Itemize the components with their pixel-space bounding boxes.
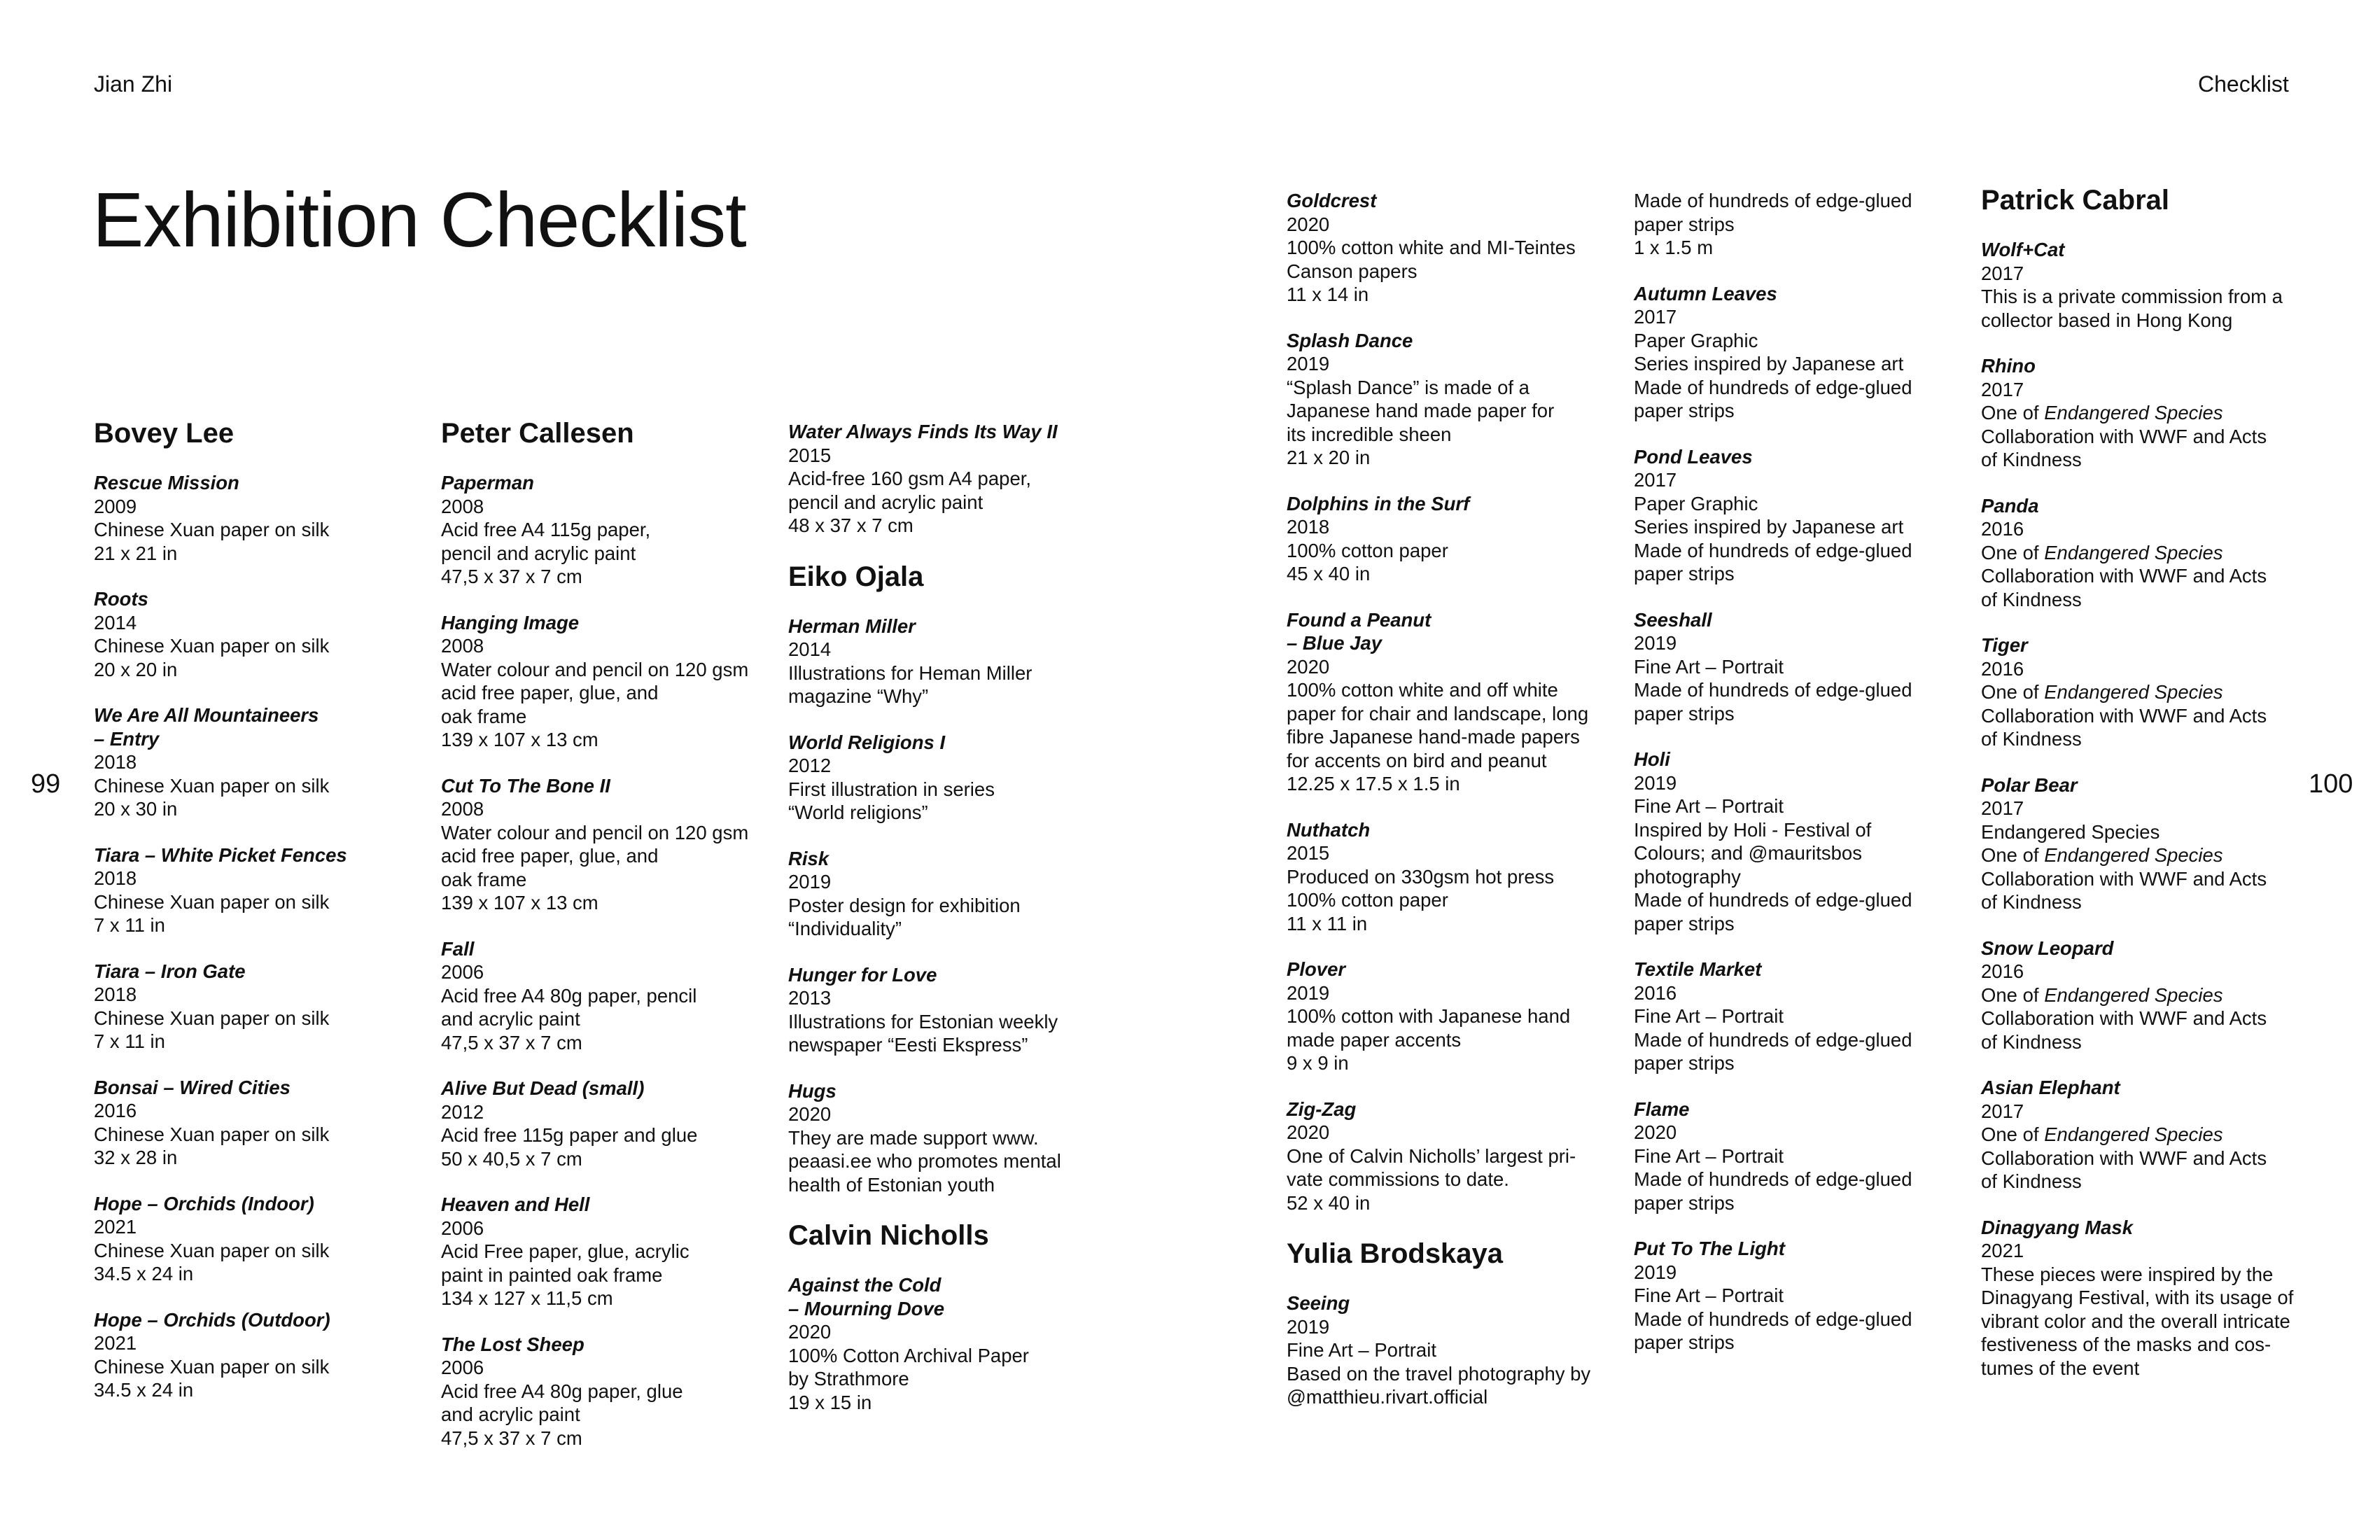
artwork-entry [1981, 937, 2324, 1054]
artwork-entry [1287, 958, 1630, 1075]
artwork-entry [441, 774, 784, 915]
artwork-detail: “World religions” [788, 802, 928, 823]
artwork-detail: 12.25 x 17.5 x 1.5 in [1287, 773, 1460, 794]
artwork-detail: “Splash Dance” is made of a [1287, 376, 1530, 398]
artwork-detail: One of Endangered Species [1981, 541, 2223, 564]
artwork-detail: 139 x 107 x 13 cm [441, 892, 598, 913]
artwork-detail: Collaboration with WWF and Acts [1981, 1147, 2267, 1169]
artwork-year: 2017 [1981, 378, 2024, 400]
artwork-detail: and acrylic paint [441, 1404, 580, 1425]
artwork-title: Textile Market [1634, 958, 1762, 980]
artwork-detail: vibrant color and the overall intricate [1981, 1310, 2290, 1332]
artwork-entry [1634, 748, 1977, 935]
artwork-detail: 100% cotton paper [1287, 539, 1448, 561]
artwork-detail: festiveness of the masks and cos- [1981, 1334, 2272, 1355]
artwork-title: Fall [441, 937, 475, 960]
artwork-entry [788, 615, 1131, 708]
artwork-detail: Chinese Xuan paper on silk [94, 774, 330, 797]
artwork-detail: @matthieu.rivart.official [1287, 1386, 1488, 1408]
checklist-column-3 [788, 420, 1131, 1436]
artwork-detail: of Kindness [1981, 1170, 2082, 1192]
artwork-detail: made paper accents [1287, 1028, 1462, 1051]
artwork-entry [94, 704, 437, 821]
artwork-detail: Series inspired by Japanese art [1634, 353, 1904, 374]
artwork-title: Tiara – White Picket Fences [94, 844, 347, 866]
artwork-detail: Paper Graphic [1634, 492, 1758, 514]
artwork-year: 2008 [441, 495, 484, 517]
artwork-year: 2013 [788, 987, 832, 1009]
artwork-detail: Colours; and @mauritsbos [1634, 842, 1862, 864]
artwork-entry [1634, 445, 1977, 586]
artwork-year: 2012 [441, 1100, 484, 1123]
artwork-detail: Illustrations for Heman Miller [788, 662, 1032, 684]
artwork-entry [1634, 958, 1977, 1075]
artwork-year: 2017 [1981, 797, 2024, 819]
artwork-detail: paper strips [1634, 912, 1735, 934]
running-header-left: Jian Zhi [94, 71, 173, 97]
artist-heading-bovey-lee: Bovey Lee [94, 418, 234, 449]
artwork-year: 2014 [94, 611, 137, 634]
artwork-detail: Chinese Xuan paper on silk [94, 1355, 330, 1378]
artwork-detail: 21 x 21 in [94, 542, 178, 564]
artwork-detail: its incredible sheen [1287, 423, 1452, 445]
artwork-detail: 11 x 14 in [1287, 284, 1369, 305]
artwork-year: 2006 [441, 1357, 484, 1378]
artwork-detail: Fine Art – Portrait [1634, 655, 1784, 678]
artist-heading-patrick-cabral: Patrick Cabral [1981, 185, 2170, 216]
artwork-detail: Paper Graphic [1634, 329, 1758, 351]
artwork-entry [94, 1308, 437, 1402]
artwork-detail: pencil and acrylic paint [788, 491, 983, 513]
artwork-year: 2019 [1287, 981, 1330, 1004]
artwork-detail: One of Endangered Species [1981, 681, 2223, 703]
artwork-detail: peaasi.ee who promotes mental [788, 1150, 1061, 1172]
artwork-year: 2020 [1634, 1121, 1677, 1143]
artwork-detail: 100% cotton white and off white [1287, 679, 1558, 701]
artwork-year: 2021 [1981, 1240, 2024, 1261]
artwork-title: Heaven and Hell [441, 1194, 590, 1215]
artwork-detail: Collaboration with WWF and Acts [1981, 867, 2267, 890]
artwork-detail: This is a private commission from a [1981, 286, 2283, 307]
artwork-title: Hope – Orchids (Indoor) [94, 1192, 314, 1214]
artwork-title: Panda [1981, 494, 2039, 517]
artwork-year: 2016 [94, 1100, 137, 1121]
artwork-entry [1287, 1098, 1630, 1215]
artwork-entry [1981, 1076, 2324, 1194]
artwork-year: 2006 [441, 1217, 484, 1239]
running-header-right: Checklist [2198, 71, 2289, 97]
artist-heading-peter-callesen: Peter Callesen [441, 418, 634, 449]
artwork-detail: Water colour and pencil on 120 gsm [441, 821, 749, 844]
checklist-column-5 [1634, 189, 1977, 1377]
checklist-column-4 [1287, 189, 1630, 1432]
artwork-title: Nuthatch [1287, 818, 1371, 841]
artwork-detail: oak frame [441, 868, 527, 890]
artwork-detail: Based on the travel photography by [1287, 1362, 1591, 1385]
artwork-detail: 19 x 15 in [788, 1391, 872, 1413]
artwork-year: 2019 [1634, 771, 1677, 794]
artwork-detail: paper strips [1634, 1331, 1735, 1353]
artwork-detail: 20 x 20 in [94, 658, 178, 680]
artwork-year: 2018 [94, 751, 137, 773]
artwork-detail: Made of hundreds of edge-glued [1634, 1308, 1912, 1330]
artwork-detail: Acid free A4 115g paper, [441, 519, 651, 540]
artwork-detail: Fine Art – Portrait [1634, 1284, 1784, 1306]
artwork-detail: 100% cotton paper [1287, 889, 1448, 911]
artwork-detail: Acid free A4 80g paper, glue [441, 1380, 683, 1402]
artwork-title: Polar Bear [1981, 774, 2078, 796]
artist-heading-eiko-ojala: Eiko Ojala [788, 561, 924, 592]
artwork-title: Rhino [1981, 355, 2036, 377]
artwork-entry [788, 731, 1131, 825]
artwork-entry [441, 1077, 784, 1170]
artwork-detail: of Kindness [1981, 449, 2082, 470]
artwork-year: 2018 [94, 983, 137, 1005]
artwork-detail: One of Endangered Species [1981, 983, 2223, 1006]
artwork-detail: paper strips [1634, 213, 1735, 235]
artwork-year: 2020 [1287, 1121, 1330, 1143]
artwork-detail: paper strips [1634, 563, 1735, 584]
artwork-title: Paperman [441, 472, 534, 493]
artwork-year: 2016 [1981, 657, 2024, 680]
artwork-detail: Dinagyang Festival, with its usage of [1981, 1287, 2294, 1308]
artwork-title: Pond Leaves [1634, 445, 1753, 468]
page-number-right: 100 [2309, 769, 2353, 799]
artwork-title: Herman Miller [788, 615, 916, 637]
artwork-detail: Chinese Xuan paper on silk [94, 519, 330, 540]
artwork-detail: health of Estonian youth [788, 1173, 995, 1196]
checklist-column-2 [441, 416, 784, 1472]
artwork-detail: of Kindness [1981, 588, 2082, 610]
artwork-detail: paper strips [1634, 1052, 1735, 1074]
artwork-year: 2015 [1287, 842, 1330, 864]
artwork-entry [788, 420, 1131, 538]
artwork-detail: 45 x 40 in [1287, 563, 1371, 584]
artwork-detail: acid free paper, glue, and [441, 682, 659, 704]
artwork-detail: Acid Free paper, glue, acrylic [441, 1240, 690, 1262]
artwork-detail: 134 x 127 x 11,5 cm [441, 1287, 613, 1309]
artwork-detail: Collaboration with WWF and Acts [1981, 1007, 2267, 1029]
artwork-entry [788, 963, 1131, 1057]
artwork-year: 2014 [788, 638, 832, 660]
artwork-detail: 100% cotton white and MI-Teintes [1287, 237, 1576, 258]
artwork-year: 2009 [94, 495, 137, 517]
artwork-detail: First illustration in series [788, 778, 995, 800]
artwork-year: 2017 [1981, 1100, 2024, 1122]
artwork-entry [1981, 634, 2324, 751]
artwork-detail: acid free paper, glue, and [441, 845, 659, 867]
artwork-detail: Fine Art – Portrait [1634, 1005, 1784, 1027]
artwork-year: 2012 [788, 755, 832, 776]
artwork-title: Put To The Light [1634, 1238, 1785, 1259]
artwork-title: Autumn Leaves [1634, 282, 1777, 304]
artwork-title: Tiger [1981, 634, 2028, 656]
artwork-detail: Inspired by Holi - Festival of [1634, 818, 1872, 841]
artwork-detail: photography [1634, 865, 1741, 888]
artwork-entry [441, 937, 784, 1055]
artwork-year: 2021 [94, 1332, 137, 1354]
artwork-detail: 50 x 40,5 x 7 cm [441, 1147, 582, 1170]
artwork-detail: paper strips [1634, 400, 1735, 421]
artwork-entry [788, 847, 1131, 941]
artwork-title: Against the Cold [788, 1274, 941, 1296]
artwork-year: 2008 [441, 635, 484, 657]
artwork-detail: 32 x 28 in [94, 1147, 178, 1168]
artwork-detail: of Kindness [1981, 891, 2082, 913]
artwork-detail: 7 x 11 in [94, 1030, 165, 1052]
artwork-detail: 47,5 x 37 x 7 cm [441, 1427, 582, 1449]
page-title: Exhibition Checklist [92, 177, 746, 263]
artwork-entry [1287, 492, 1630, 586]
artwork-entry [441, 1193, 784, 1310]
artwork-title: Hugs [788, 1079, 836, 1102]
artwork-detail: fibre Japanese hand-made papers [1287, 726, 1580, 748]
artwork-detail: Made of hundreds of edge-glued [1634, 376, 1912, 398]
artwork-detail: 20 x 30 in [94, 798, 178, 820]
artwork-title: Wolf+Cat [1981, 239, 2065, 260]
artwork-title: Dinagyang Mask [1981, 1216, 2134, 1238]
artwork-detail: 47,5 x 37 x 7 cm [441, 566, 582, 587]
artwork-detail: oak frame [441, 705, 527, 727]
artwork-title: Alive But Dead (small) [441, 1077, 645, 1099]
artwork-year: 2020 [1287, 655, 1330, 678]
artwork-year: 2020 [788, 1321, 832, 1343]
artwork-detail: 1 x 1.5 m [1634, 237, 1714, 258]
artwork-entry [94, 1076, 437, 1170]
artwork-entry [788, 1273, 1131, 1414]
artwork-entry [1287, 189, 1630, 307]
artwork-detail: for accents on bird and peanut [1287, 749, 1547, 771]
artwork-detail: 100% cotton with Japanese hand [1287, 1005, 1571, 1027]
artwork-detail: Made of hundreds of edge-glued [1634, 539, 1912, 561]
artwork-detail: Made of hundreds of edge-glued [1634, 1168, 1912, 1190]
artwork-detail: collector based in Hong Kong [1981, 309, 2233, 331]
artwork-detail: 21 x 20 in [1287, 447, 1371, 468]
artwork-detail: Chinese Xuan paper on silk [94, 1007, 330, 1029]
artwork-entry [1287, 1292, 1630, 1409]
page-number-left: 99 [31, 769, 61, 799]
artwork-detail: Collaboration with WWF and Acts [1981, 704, 2267, 727]
artwork-detail: 139 x 107 x 13 cm [441, 729, 598, 750]
artwork-title: Seeshall [1634, 608, 1712, 631]
artwork-title: Dolphins in the Surf [1287, 492, 1470, 514]
artwork-title: – Blue Jay [1287, 632, 1382, 654]
artwork-title: Snow Leopard [1981, 937, 2114, 959]
artwork-detail: paint in painted oak frame [441, 1264, 663, 1286]
artwork-entry [1981, 354, 2324, 472]
artwork-detail: Made of hundreds of edge-glued [1634, 889, 1912, 911]
artwork-detail: Fine Art – Portrait [1287, 1339, 1436, 1361]
artwork-entry [1287, 818, 1630, 936]
artwork-title: Holi [1634, 748, 1670, 770]
artwork-detail: magazine “Why” [788, 685, 929, 707]
artwork-entry [94, 471, 437, 565]
artwork-detail: Series inspired by Japanese art [1634, 516, 1904, 538]
artwork-entry [94, 844, 437, 937]
artwork-entry [1287, 329, 1630, 470]
checklist-column-6 [1981, 183, 2324, 1402]
artwork-year: 2016 [1981, 518, 2024, 540]
artwork-detail: paper strips [1634, 1191, 1735, 1214]
artwork-title: The Lost Sheep [441, 1333, 584, 1355]
artwork-detail: Chinese Xuan paper on silk [94, 890, 330, 913]
artwork-detail: Canson papers [1287, 260, 1418, 282]
artwork-entry [1634, 282, 1977, 423]
artwork-title: Splash Dance [1287, 329, 1413, 351]
artwork-detail: Poster design for exhibition [788, 894, 1021, 916]
artwork-detail: Produced on 330gsm hot press [1287, 865, 1555, 888]
artwork-title: Rescue Mission [94, 472, 239, 493]
artwork-detail: Chinese Xuan paper on silk [94, 1239, 330, 1261]
artwork-entry [788, 1079, 1131, 1197]
artwork-year: 2015 [788, 444, 832, 466]
artwork-entry [1981, 494, 2324, 612]
artwork-entry [441, 611, 784, 752]
artwork-detail: newspaper “Eesti Ekspress” [788, 1034, 1028, 1056]
artwork-entry [1981, 774, 2324, 914]
artwork-title: Hope – Orchids (Outdoor) [94, 1308, 330, 1331]
artwork-detail: One of Endangered Species [1981, 844, 2223, 866]
artwork-year: 2019 [1287, 353, 1330, 374]
artwork-detail: 34.5 x 24 in [94, 1263, 194, 1284]
artwork-detail: Fine Art – Portrait [1634, 1144, 1784, 1167]
artwork-detail: paper for chair and landscape, long [1287, 702, 1589, 724]
artwork-detail: Fine Art – Portrait [1634, 795, 1784, 817]
artwork-detail: 34.5 x 24 in [94, 1379, 194, 1401]
artwork-title: Seeing [1287, 1292, 1350, 1314]
artwork-detail: 7 x 11 in [94, 914, 165, 936]
artwork-title: Cut To The Bone II [441, 774, 610, 797]
artwork-year: 2020 [1287, 213, 1330, 235]
artwork-entry [1981, 238, 2324, 332]
artwork-entry [1287, 608, 1630, 796]
artwork-title: Tiara – Iron Gate [94, 960, 246, 982]
artwork-title: Found a Peanut [1287, 608, 1432, 631]
artwork-detail: “Individuality” [788, 918, 902, 939]
artwork-title: Risk [788, 847, 830, 869]
artwork-detail: Chinese Xuan paper on silk [94, 635, 330, 657]
artwork-detail: 48 x 37 x 7 cm [788, 514, 913, 536]
artwork-entry [1981, 1216, 2324, 1380]
artwork-detail: 52 x 40 in [1287, 1191, 1371, 1214]
artwork-detail: of Kindness [1981, 728, 2082, 750]
artwork-entry [441, 1333, 784, 1450]
artwork-detail: Made of hundreds of edge-glued [1634, 190, 1912, 211]
artwork-detail: Water colour and pencil on 120 gsm [441, 658, 749, 680]
artwork-detail: Made of hundreds of edge-glued [1634, 679, 1912, 701]
artwork-year: 2016 [1634, 981, 1677, 1004]
artwork-title: Plover [1287, 958, 1346, 980]
artwork-entry [1634, 189, 1977, 260]
artwork-entry [94, 1192, 437, 1286]
artwork-detail: 11 x 11 in [1287, 912, 1368, 934]
artwork-detail: of Kindness [1981, 1030, 2082, 1053]
artwork-year: 2017 [1981, 262, 2024, 284]
artwork-entry [94, 960, 437, 1054]
artwork-detail: One of Endangered Species [1981, 402, 2223, 424]
artwork-year: 2008 [441, 798, 484, 820]
artwork-detail: Acid-free 160 gsm A4 paper, [788, 468, 1032, 489]
artwork-detail: paper strips [1634, 702, 1735, 724]
artwork-detail: pencil and acrylic paint [441, 542, 636, 564]
artwork-detail: Japanese hand made paper for [1287, 400, 1555, 421]
artist-heading-calvin-nicholls: Calvin Nicholls [788, 1220, 989, 1251]
artwork-title: Flame [1634, 1098, 1690, 1120]
artwork-title: Hunger for Love [788, 963, 937, 986]
artwork-detail: 9 x 9 in [1287, 1052, 1349, 1074]
artist-heading-yulia-brodskaya: Yulia Brodskaya [1287, 1238, 1504, 1269]
artwork-entry [441, 471, 784, 589]
artwork-detail: Made of hundreds of edge-glued [1634, 1028, 1912, 1051]
artwork-title: Goldcrest [1287, 190, 1377, 211]
artwork-detail: 100% Cotton Archival Paper [788, 1344, 1029, 1366]
artwork-detail: vate commissions to date. [1287, 1168, 1509, 1190]
artwork-detail: Acid free A4 80g paper, pencil [441, 984, 697, 1007]
artwork-entry [1634, 1098, 1977, 1215]
artwork-detail: Collaboration with WWF and Acts [1981, 565, 2267, 587]
artwork-entry [94, 587, 437, 681]
artwork-title: Water Always Finds Its Way II [788, 421, 1058, 442]
artwork-year: 2017 [1634, 306, 1677, 328]
artwork-detail: Endangered Species [1981, 820, 2160, 843]
artwork-detail: Collaboration with WWF and Acts [1981, 425, 2267, 447]
artwork-title: – Entry [94, 727, 160, 750]
artwork-year: 2019 [1287, 1315, 1330, 1338]
artwork-detail: One of Endangered Species [1981, 1124, 2223, 1145]
artwork-year: 2016 [1981, 960, 2024, 982]
artwork-detail: One of Calvin Nicholls’ largest pri- [1287, 1144, 1576, 1167]
artwork-title: – Mourning Dove [788, 1297, 945, 1320]
artwork-detail: Illustrations for Estonian weekly [788, 1010, 1058, 1032]
artwork-entry [1634, 608, 1977, 726]
artwork-detail: by Strathmore [788, 1368, 909, 1390]
artwork-title: Zig-Zag [1287, 1098, 1357, 1120]
artwork-detail: Chinese Xuan paper on silk [94, 1123, 330, 1145]
artwork-detail: tumes of the event [1981, 1357, 2140, 1379]
artwork-detail: and acrylic paint [441, 1008, 580, 1030]
artwork-year: 2017 [1634, 469, 1677, 491]
artwork-year: 2019 [788, 871, 832, 892]
artwork-entry [1634, 1237, 1977, 1354]
artwork-title: Asian Elephant [1981, 1077, 2120, 1098]
artwork-year: 2019 [1634, 1261, 1677, 1283]
artwork-detail: 47,5 x 37 x 7 cm [441, 1031, 582, 1054]
artwork-title: Hanging Image [441, 611, 580, 634]
artwork-year: 2006 [441, 961, 484, 983]
artwork-detail: Acid free 115g paper and glue [441, 1124, 698, 1146]
artwork-year: 2021 [94, 1216, 137, 1238]
artwork-detail: They are made support www. [788, 1126, 1039, 1149]
artwork-year: 2019 [1634, 632, 1677, 654]
artwork-title: Roots [94, 588, 148, 610]
artwork-title: World Religions I [788, 731, 946, 753]
artwork-title: We Are All Mountaineers [94, 704, 319, 726]
artwork-year: 2020 [788, 1103, 832, 1125]
artwork-year: 2018 [94, 867, 137, 889]
artwork-detail: These pieces were inspired by the [1981, 1263, 2274, 1285]
artwork-year: 2018 [1287, 516, 1330, 538]
checklist-column-1 [94, 416, 437, 1424]
artwork-title: Bonsai – Wired Cities [94, 1076, 290, 1098]
